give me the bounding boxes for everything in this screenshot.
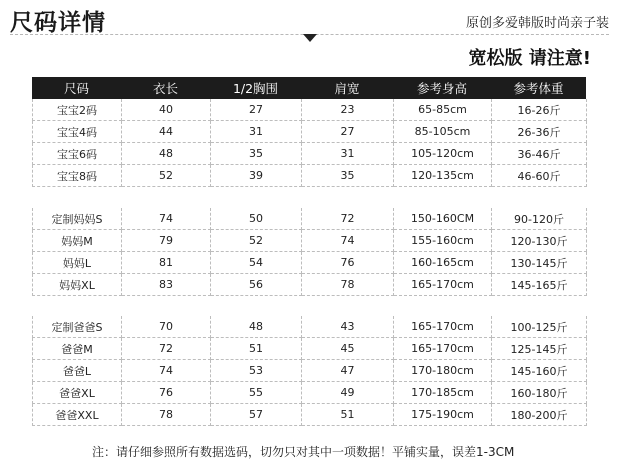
shoulder-cell: 27 <box>302 121 394 143</box>
size-cell: 爸爸M <box>33 338 122 360</box>
column-header-height: 参考身高 <box>393 77 491 99</box>
length-cell: 76 <box>122 382 211 404</box>
half-chest-cell: 57 <box>211 404 302 426</box>
weight-cell: 180-200斤 <box>492 404 587 426</box>
length-cell: 74 <box>122 208 211 230</box>
size-cell: 宝宝8码 <box>33 165 122 187</box>
size-cell: 妈妈XL <box>33 274 122 296</box>
column-header-size: 尺码 <box>32 77 121 99</box>
footnote: 注：请仔细参照所有数据选码，切勿只对其中一项数据！平铺实量，误差1-3CM <box>92 445 515 459</box>
table-row <box>33 230 587 252</box>
table-row <box>33 382 587 404</box>
shoulder-cell: 78 <box>302 274 394 296</box>
column-header-length: 衣长 <box>121 77 210 99</box>
length-cell: 70 <box>122 316 211 338</box>
size-cell: 宝宝4码 <box>33 121 122 143</box>
shoulder-cell: 43 <box>302 316 394 338</box>
shoulder-cell: 74 <box>302 230 394 252</box>
length-cell: 83 <box>122 274 211 296</box>
weight-cell: 100-125斤 <box>492 316 587 338</box>
size-cell: 爸爸L <box>33 360 122 382</box>
length-cell: 40 <box>122 99 211 121</box>
weight-cell: 46-60斤 <box>492 165 587 187</box>
weight-cell: 90-120斤 <box>492 208 587 230</box>
weight-cell: 16-26斤 <box>492 99 587 121</box>
shoulder-cell: 47 <box>302 360 394 382</box>
half-chest-cell: 56 <box>211 274 302 296</box>
table-row <box>33 338 587 360</box>
shoulder-cell: 51 <box>302 404 394 426</box>
brand-subtitle: 原创多爱韩版时尚亲子装 <box>465 16 609 31</box>
half-chest-cell: 53 <box>211 360 302 382</box>
length-cell: 44 <box>122 121 211 143</box>
table-row <box>33 252 587 274</box>
height-cell: 165-170cm <box>394 316 492 338</box>
half-chest-cell: 51 <box>211 338 302 360</box>
length-cell: 52 <box>122 165 211 187</box>
half-chest-cell: 52 <box>211 230 302 252</box>
table-row <box>33 404 587 426</box>
shoulder-cell: 31 <box>302 143 394 165</box>
table-row <box>33 165 587 187</box>
length-cell: 78 <box>122 404 211 426</box>
half-chest-cell: 48 <box>211 316 302 338</box>
half-chest-cell: 35 <box>211 143 302 165</box>
table-row <box>33 360 587 382</box>
weight-cell: 120-130斤 <box>492 230 587 252</box>
half-chest-cell: 50 <box>211 208 302 230</box>
height-cell: 160-165cm <box>394 252 492 274</box>
height-cell: 150-160CM <box>394 208 492 230</box>
weight-cell: 26-36斤 <box>492 121 587 143</box>
height-cell: 170-185cm <box>394 382 492 404</box>
length-cell: 48 <box>122 143 211 165</box>
half-chest-cell: 55 <box>211 382 302 404</box>
size-cell: 妈妈M <box>33 230 122 252</box>
loose-fit-notice: 宽松版 请注意! <box>468 48 591 69</box>
half-chest-cell: 39 <box>211 165 302 187</box>
size-cell: 定制妈妈S <box>33 208 122 230</box>
length-cell: 74 <box>122 360 211 382</box>
shoulder-cell: 76 <box>302 252 394 274</box>
table-row <box>33 274 587 296</box>
weight-cell: 160-180斤 <box>492 382 587 404</box>
table-row <box>33 208 587 230</box>
weight-cell: 145-165斤 <box>492 274 587 296</box>
table-row <box>33 143 587 165</box>
shoulder-cell: 72 <box>302 208 394 230</box>
height-cell: 155-160cm <box>394 230 492 252</box>
size-cell: 妈妈L <box>33 252 122 274</box>
column-header-shoulder: 肩宽 <box>301 77 393 99</box>
half-chest-cell: 27 <box>211 99 302 121</box>
size-group-dad <box>32 316 587 426</box>
height-cell: 170-180cm <box>394 360 492 382</box>
shoulder-cell: 35 <box>302 165 394 187</box>
height-cell: 85-105cm <box>394 121 492 143</box>
weight-cell: 125-145斤 <box>492 338 587 360</box>
size-cell: 定制爸爸S <box>33 316 122 338</box>
length-cell: 79 <box>122 230 211 252</box>
weight-cell: 36-46斤 <box>492 143 587 165</box>
column-header-half-chest: 1/2胸围 <box>210 77 301 99</box>
column-header-weight: 参考体重 <box>491 77 586 99</box>
table-row <box>33 99 587 121</box>
header-row <box>32 77 586 99</box>
table-row <box>33 121 587 143</box>
size-cell: 爸爸XXL <box>33 404 122 426</box>
shoulder-cell: 49 <box>302 382 394 404</box>
table-row <box>33 316 587 338</box>
height-cell: 165-170cm <box>394 338 492 360</box>
size-table-header <box>32 77 586 99</box>
height-cell: 65-85cm <box>394 99 492 121</box>
size-group-mom <box>32 208 587 296</box>
weight-cell: 145-160斤 <box>492 360 587 382</box>
length-cell: 72 <box>122 338 211 360</box>
size-cell: 爸爸XL <box>33 382 122 404</box>
shoulder-cell: 23 <box>302 99 394 121</box>
height-cell: 175-190cm <box>394 404 492 426</box>
height-cell: 105-120cm <box>394 143 492 165</box>
size-group-baby <box>32 99 587 187</box>
page-title: 尺码详情 <box>10 10 106 36</box>
half-chest-cell: 31 <box>211 121 302 143</box>
height-cell: 120-135cm <box>394 165 492 187</box>
size-cell: 宝宝2码 <box>33 99 122 121</box>
weight-cell: 130-145斤 <box>492 252 587 274</box>
half-chest-cell: 54 <box>211 252 302 274</box>
length-cell: 81 <box>122 252 211 274</box>
shoulder-cell: 45 <box>302 338 394 360</box>
down-arrow-icon <box>303 34 317 42</box>
size-cell: 宝宝6码 <box>33 143 122 165</box>
height-cell: 165-170cm <box>394 274 492 296</box>
